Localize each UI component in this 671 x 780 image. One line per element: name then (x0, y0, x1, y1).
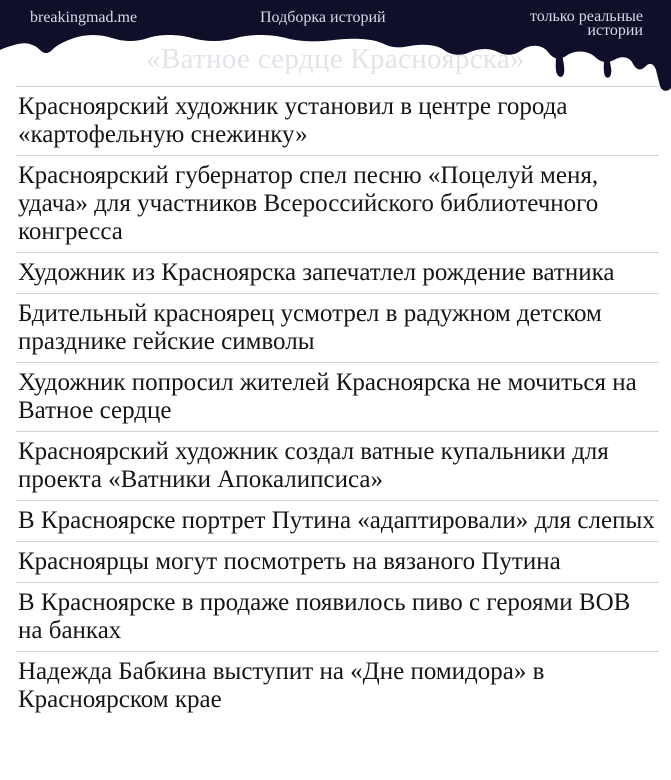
collection-title: «Ватное сердце Красноярска» (146, 43, 525, 75)
story-link[interactable]: В Красноярске портрет Путина «адаптировали» для слепых (16, 500, 659, 541)
story-link[interactable]: Красноярский губернатор спел песню «Поцелуй меня, удача» для участников Всероссийского библиотечного конгресса (16, 155, 659, 252)
story-list (0, 86, 671, 720)
story-link[interactable]: Бдительный красноярец усмотрел в радужном детском празднике гейские символы (16, 293, 659, 362)
story-link[interactable]: Надежда Бабкина выступит на «Дне помидора» в Красноярском крае (16, 651, 659, 720)
story-link[interactable]: Художник попросил жителей Красноярска не мочиться на Ватное сердце (16, 362, 659, 431)
story-link[interactable]: Художник из Красноярска запечатлел рождение ватника (16, 252, 659, 293)
collection-link[interactable]: Подборка историй (260, 9, 386, 26)
real-stories-link[interactable]: только реальные истории (529, 8, 643, 39)
story-link[interactable]: В Красноярске в продаже появилось пиво с героями ВОВ на банках (16, 582, 659, 651)
story-link[interactable]: Красноярцы могут посмотреть на вязаного Путина (16, 541, 659, 582)
header (0, 0, 671, 92)
story-link[interactable]: Красноярский художник создал ватные купальники для проекта «Ватники Апокалипсиса» (16, 431, 659, 500)
story-link[interactable]: Красноярский художник установил в центре города «картофельную снежинку» (16, 86, 659, 155)
site-name-link[interactable]: breakingmad.me (30, 9, 138, 26)
